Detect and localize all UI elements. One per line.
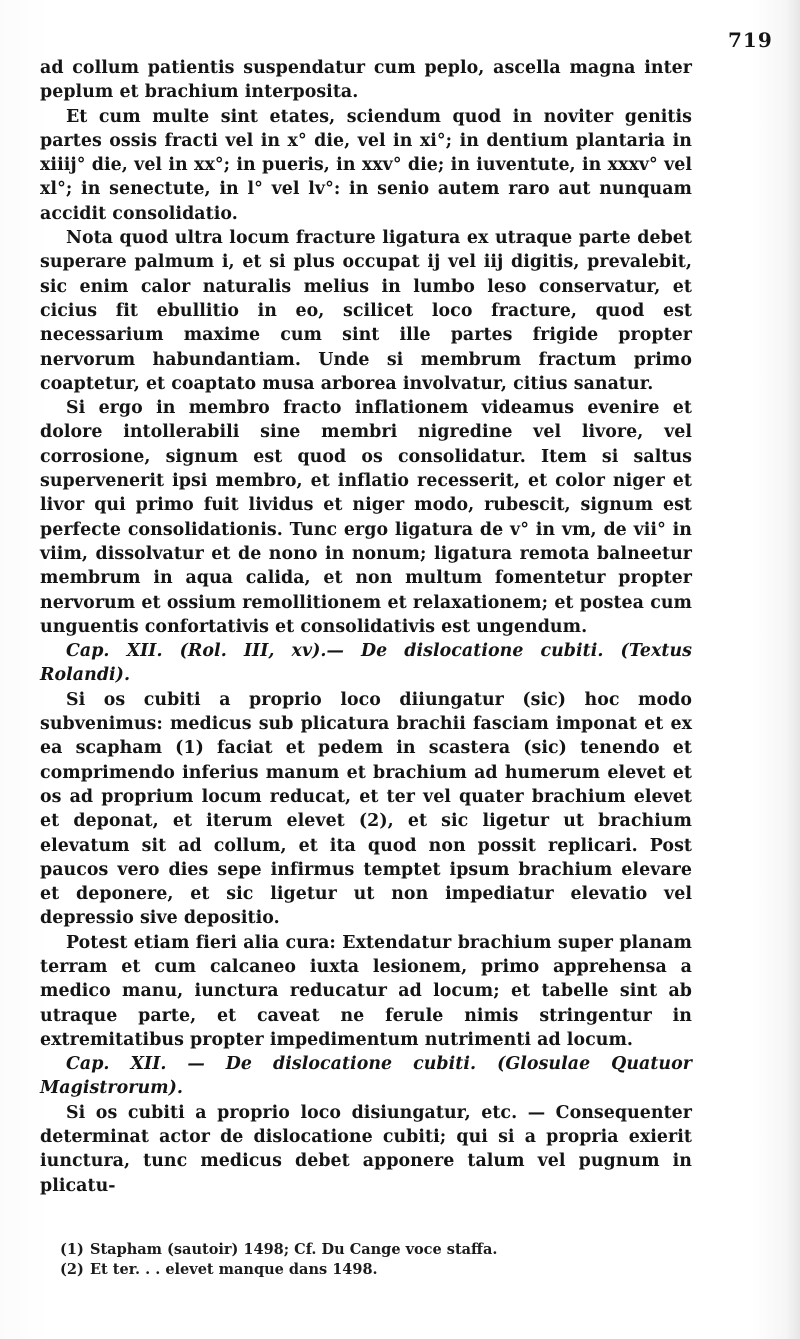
footnote-number: (1) [60,1241,84,1258]
main-text [40,56,692,1198]
paragraph: Potest etiam fieri alia cura: Extendatur brachium super planam terram et cum calcaneo iuxta lesionem, primo apprehensa a medico manu, iunctura reducatur ad locum; et tabelle sint ab utraque parte, et caveat ne ferule nimis stringentur in extremitatibus propter impedimentum nutrimenti ad locum. [40,932,692,1050]
footnotes [60,1240,680,1280]
paragraph: Si ergo in membro fracto inflationem videamus evenire et dolore intollerabili sine membri nigredine vel livore, vel corrosione, signum est quod os consolidatur. Item si saltus supervenerit ipsi membro, et inflatio recesserit, et color niger et livor qui primo fuit lividus et niger modo, rubescit, signum est perfecte consolidationis. Tunc ergo ligatura de v° in vm, de vii° in viim, dissolvatur et de nono in nonum; ligatura remota balneetur membrum in aqua calida, et non multum fomentetur propter nervorum et ossium remollitionem et relaxationem; et postea cum unguentis confortativis et consolidativis est ungendum. [40,398,692,637]
chapter-heading: Cap. XII. — De dislocatione cubiti. (Glosulae Quatuor Magistrorum). [40,1054,692,1099]
page-number: 719 [728,28,773,52]
chapter-heading: Cap. XII. (Rol. III, xv).— De dislocatione cubiti. (Textus Rolandi). [40,641,692,686]
paragraph: Nota quod ultra locum fracture ligatura ex utraque parte debet superare palmum i, et si plus occupat ij vel iij digitis, prevalebit, sic enim calor naturalis melius in lumbo leso conservatur, et cicius fit ebullitio in eo, scilicet loco fracture, quod est necessarium maxime cum sint ille partes frigide propter nervorum habundantiam. Unde si membrum fractum primo coaptetur, et coaptato musa arborea involvatur, citius sanatur. [40,228,692,394]
paragraph: ad collum patientis suspendatur cum peplo, ascella magna inter peplum et brachium interposita. [40,58,692,103]
footnote [60,1260,680,1280]
paragraph: Si os cubiti a proprio loco diiungatur (sic) hoc modo subvenimus: medicus sub plicatura brachii fasciam imponat et ex ea scapham (1) faciat et pedem in scastera (sic) tenendo et comprimendo inferius manum et brachium ad humerum elevet et os ad proprium locum reducat, et ter vel quater brachium elevet et deponat, et iterum elevet (2), et sic ligetur ut brachium elevatum sit ad collum, et ita quod non possit replicari. Post paucos vero dies sepe infirmus temptet ipsum brachium elevare et deponere, et sic ligetur ut non impediatur elevatio vel depressio sive depositio. [40,689,692,929]
footnote-text: Stapham (sautoir) 1498; Cf. Du Cange voce staffa. [90,1241,498,1258]
paragraph: Si os cubiti a proprio loco disiungatur, etc. — Consequenter determinat actor de dislocatione cubiti; qui si a propria exierit iunctura, tunc medicus debet apponere talum vel pugnum in plicatu- [40,1102,692,1196]
footnote-number: (2) [60,1261,84,1278]
page-edge-shadow [786,0,800,1339]
footnote [60,1240,680,1260]
paragraph: Et cum multe sint etates, sciendum quod in noviter genitis partes ossis fracti vel in x° die, vel in xi°; in dentium plantaria in xiiij° die, vel in xx°; in pueris, in xxv° die; in iuventute, in xxxv° vel xl°; in senectute, in l° vel lv°: in senio autem raro aut nunquam accidit consolidatio. [40,106,692,224]
footnote-text: Et ter. . . elevet manque dans 1498. [90,1261,378,1278]
